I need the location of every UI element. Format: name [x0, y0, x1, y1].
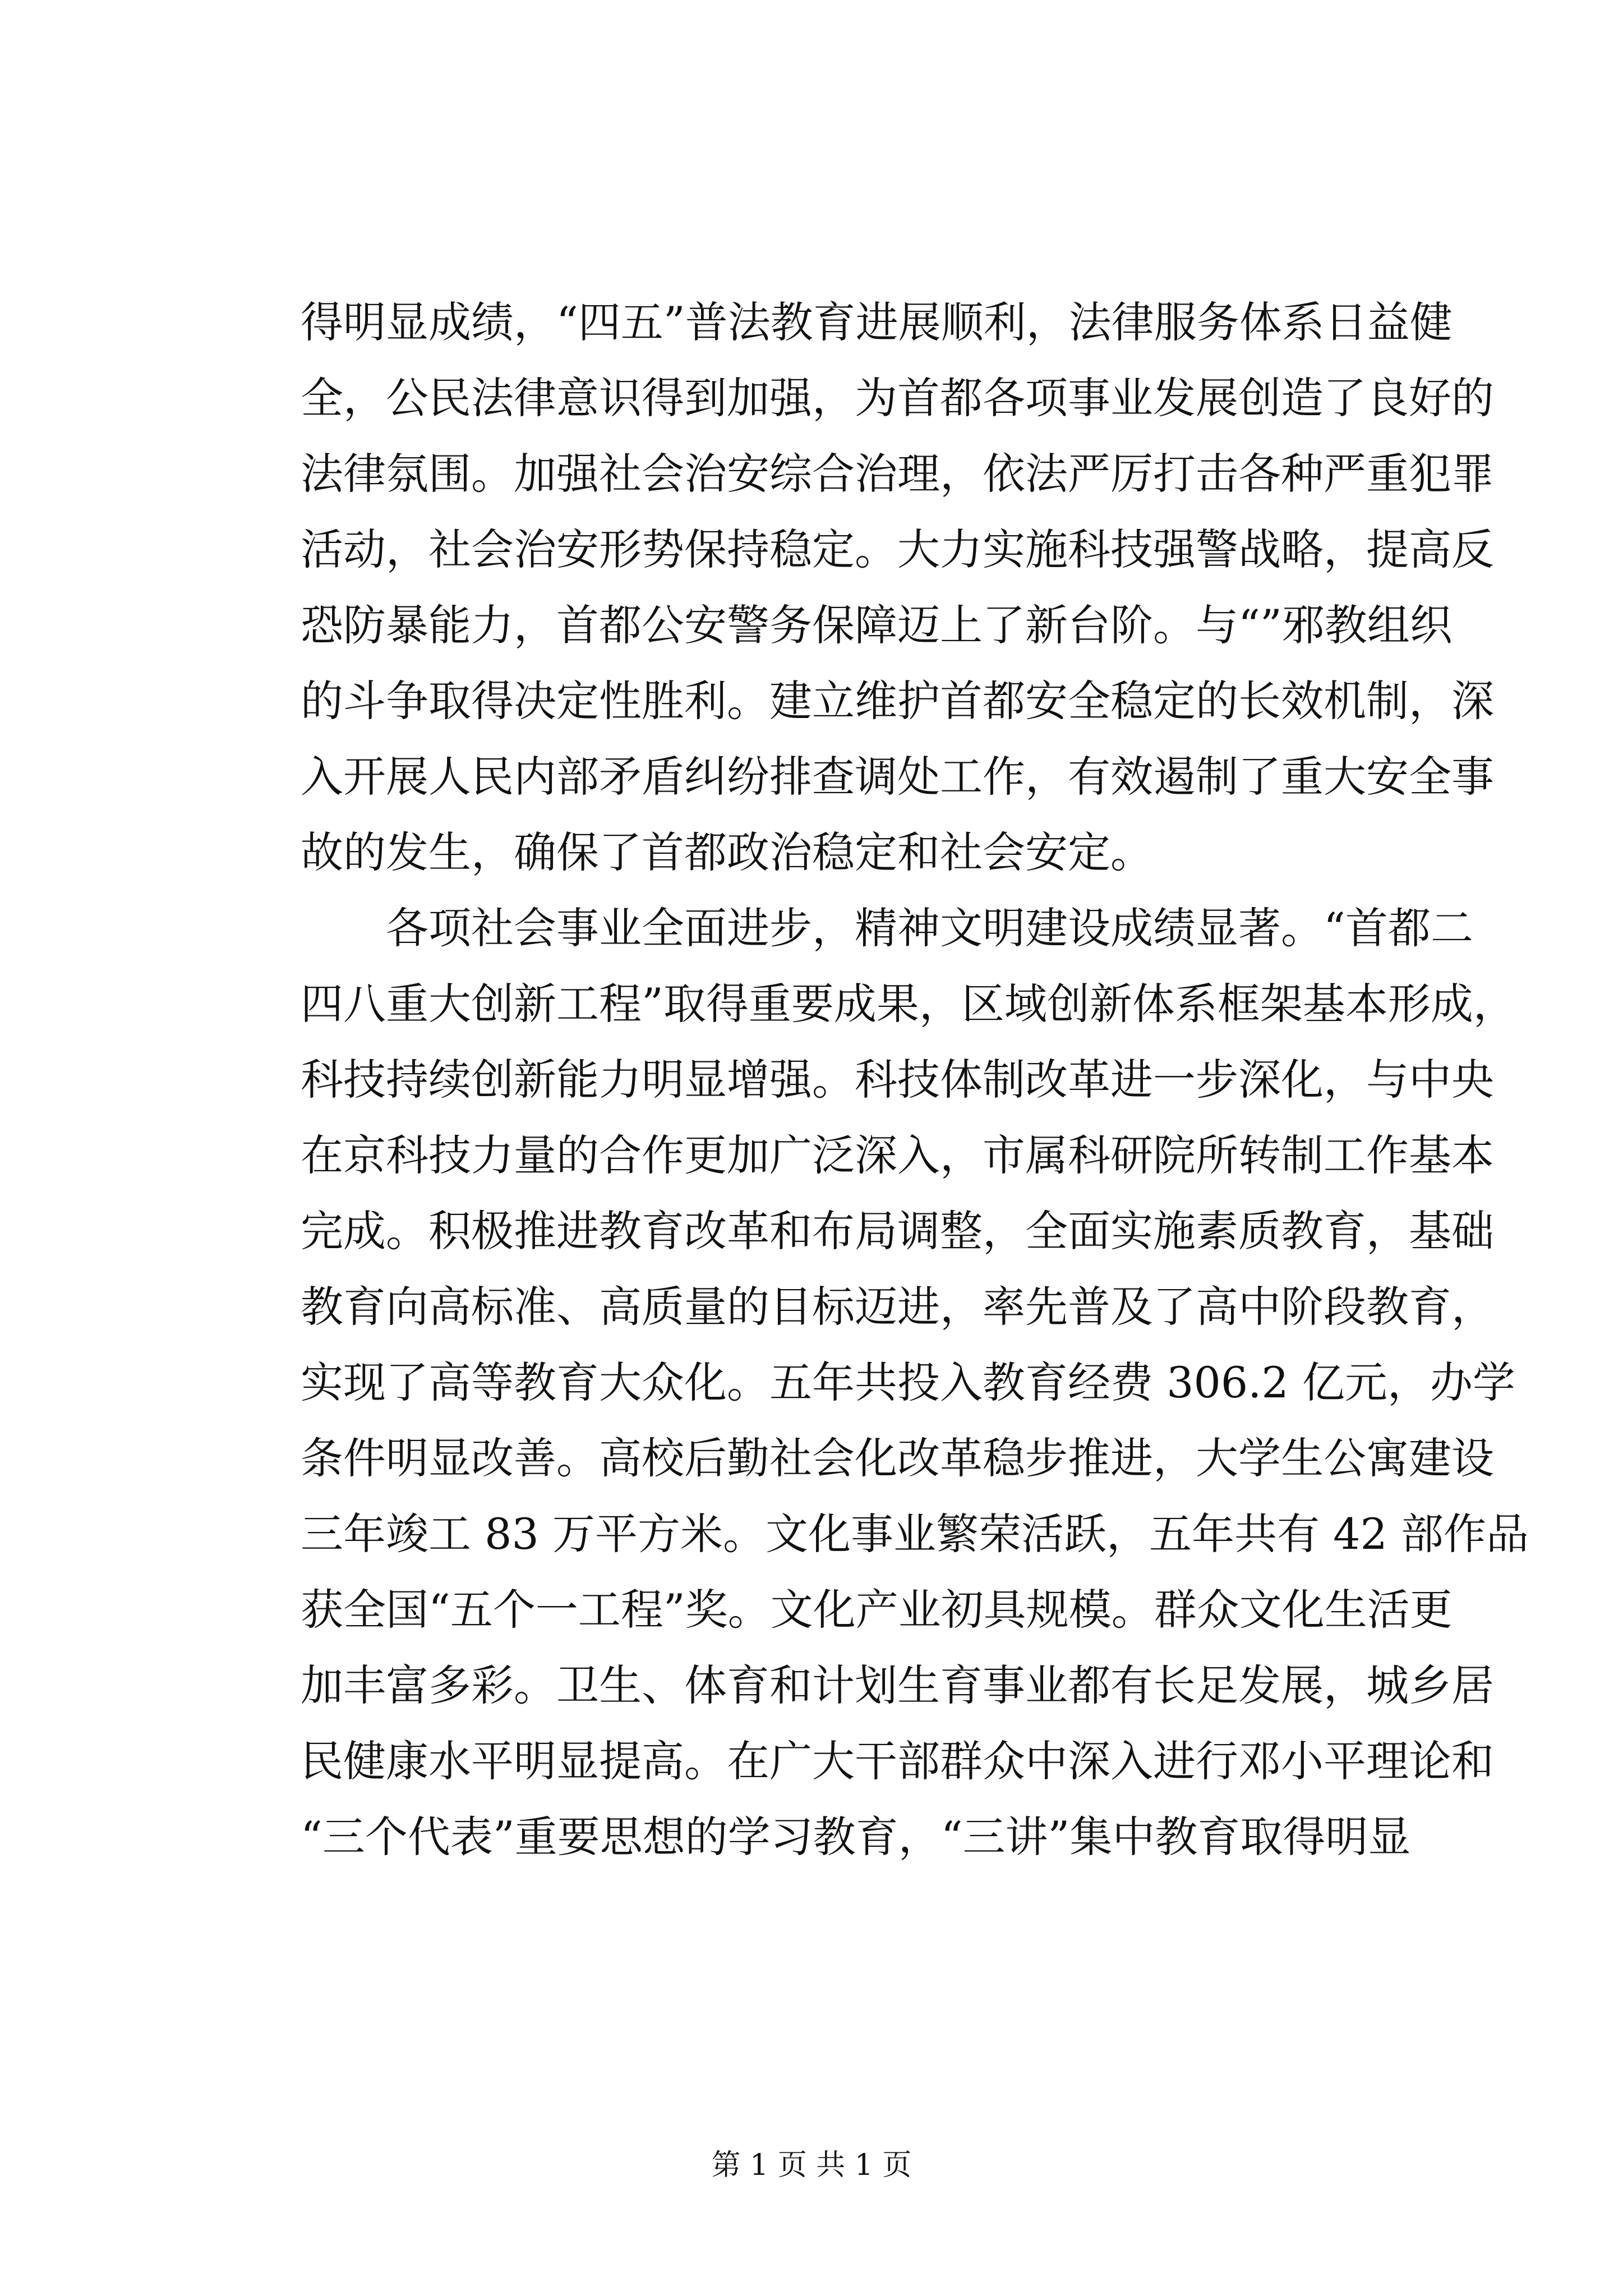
text-line: 故的发生，确保了首都政治稳定和社会安定。	[301, 827, 1153, 877]
text-line: 科技持续创新能力明显增强。科技体制改革进一步深化，与中央	[301, 1055, 1494, 1105]
text-line: 全，公民法律意识得到加强，为首都各项事业发展创造了良好的	[301, 373, 1494, 423]
text-line: 入开展人民内部矛盾纠纷排查调处工作，有效遏制了重大安全事	[301, 752, 1494, 802]
text-line: 在京科技力量的合作更加广泛深入，市属科研院所转制工作基本	[301, 1130, 1494, 1180]
text-line: “三个代表”重要思想的学习教育，“三讲”集中教育取得明显	[301, 1812, 1411, 1862]
text-line: 四八重大创新工程”取得重要成果，区域创新体系框架基本形成，	[301, 979, 1516, 1029]
text-line: 法律氛围。加强社会治安综合治理，依法严厉打击各种严重犯罪	[301, 449, 1494, 499]
text-line: 条件明显改善。高校后勤社会化改革稳步推进，大学生公寓建设	[301, 1433, 1494, 1483]
text-line: 实现了高等教育大众化。五年共投入教育经费 306.2 亿元，办学	[301, 1358, 1515, 1407]
text-line: 加丰富多彩。卫生、体育和计划生育事业都有长足发展，城乡居	[301, 1660, 1494, 1710]
text-line: 教育向高标准、高质量的目标迈进，率先普及了高中阶段教育，	[301, 1282, 1494, 1332]
text-line: 活动，社会治安形势保持稳定。大力实施科技强警战略，提高反	[301, 524, 1494, 574]
text-line: 民健康水平明显提高。在广大干部群众中深入进行邓小平理论和	[301, 1736, 1494, 1786]
text-line: 三年竣工 83 万平方米。文化事业繁荣活跃，五年共有 42 部作品	[301, 1509, 1529, 1559]
paragraph-start-line: 各项社会事业全面进步，精神文明建设成绩显著。“首都二	[386, 903, 1473, 953]
text-line: 完成。积极推进教育改革和布局调整，全面实施素质教育，基础	[301, 1206, 1494, 1256]
text-line: 恐防暴能力，首都公安警务保障迈上了新台阶。与“”邪教组织	[301, 600, 1453, 650]
text-line: 的斗争取得决定性胜利。建立维护首都安全稳定的长效机制，深	[301, 676, 1494, 726]
text-line: 获全国“五个一工程”奖。文化产业初具规模。群众文化生活更	[301, 1585, 1453, 1635]
text-line: 得明显成绩，“四五”普法教育进展顺利，法律服务体系日益健	[301, 297, 1453, 347]
page-footer: 第 1 页 共 1 页	[711, 2148, 912, 2182]
